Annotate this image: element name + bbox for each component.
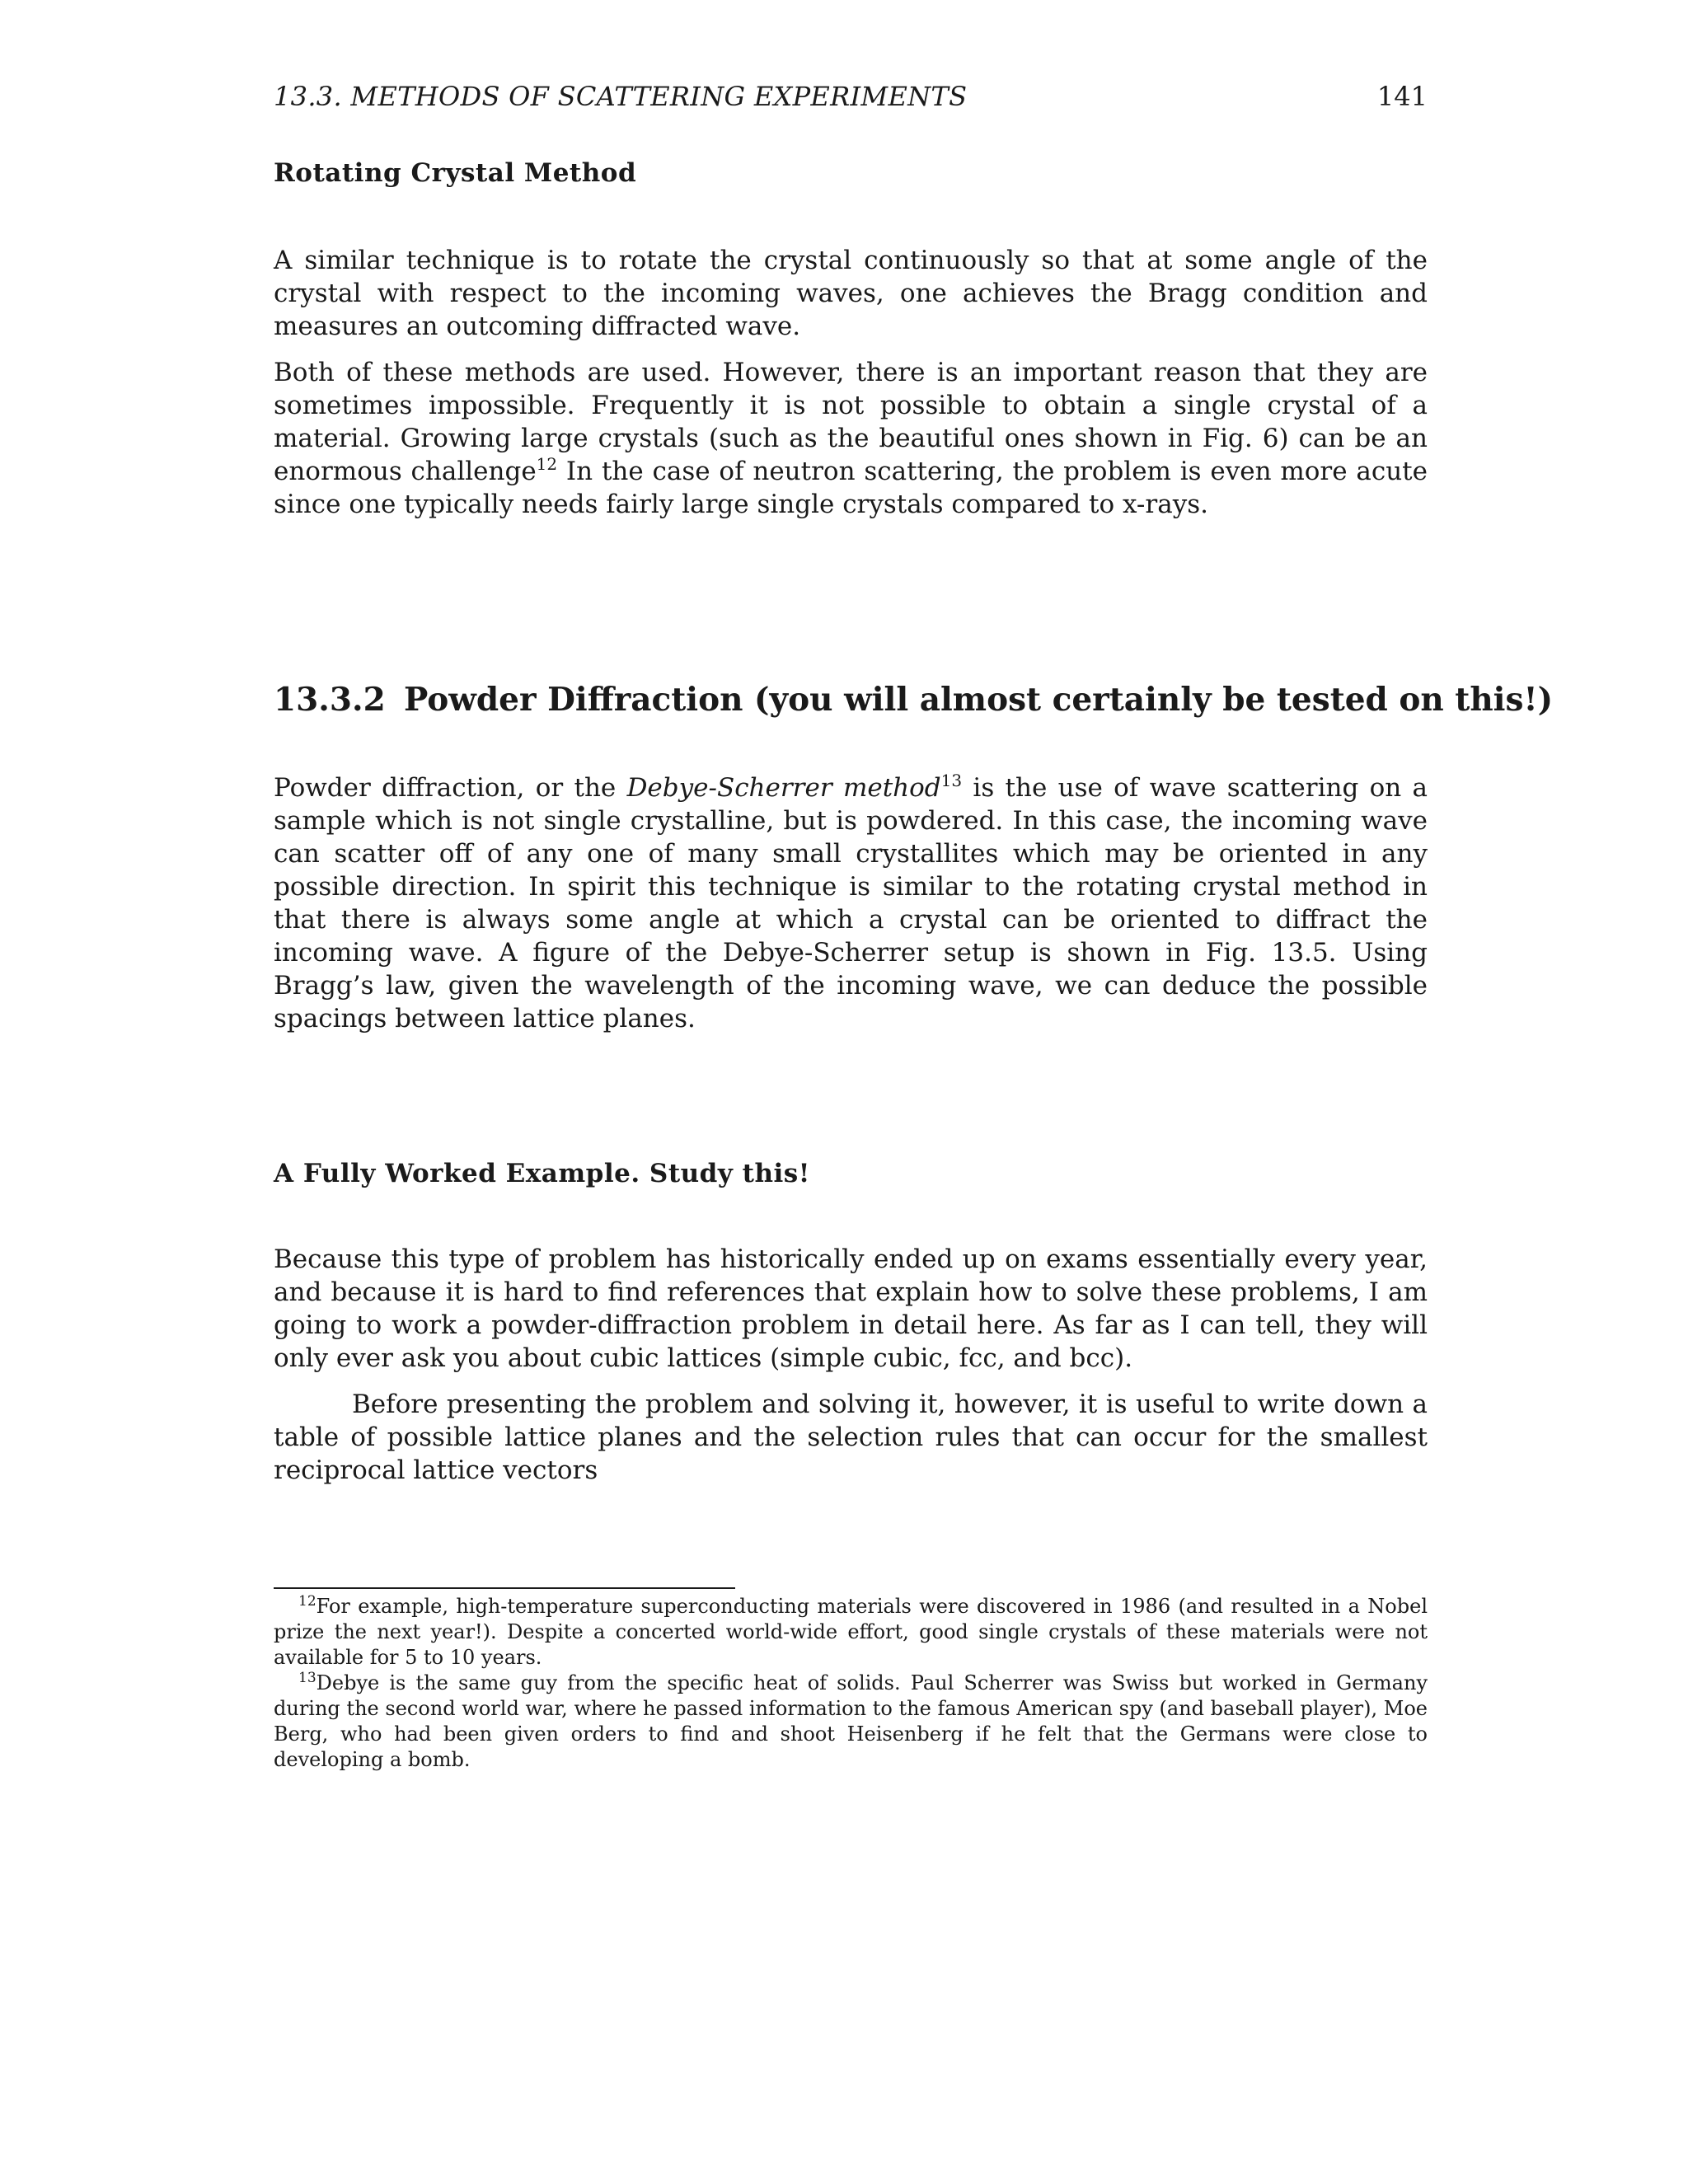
rotating-crystal-text (274, 244, 1428, 521)
running-header-title: 13.3. METHODS OF SCATTERING EXPERIMENTS (274, 81, 968, 112)
powder-diffraction-text (274, 771, 1428, 1035)
powder-diffraction-paragraph (274, 771, 1428, 1035)
paragraph-text: Powder diffraction, or the (274, 773, 627, 803)
rotating-crystal-paragraph-1: A similar technique is to rotate the crystal continuously so that at some angle of the crystal with respect to the incoming waves, one achieves the Bragg condition and measures an outcoming diffracted wave. (274, 246, 1428, 341)
footnote-mark: 12 (298, 1593, 316, 1610)
footnote-12 (274, 1594, 1428, 1671)
section-title: Powder Diffraction (you will almost certainly be tested on this!) (404, 681, 1554, 719)
running-header (274, 81, 1428, 112)
worked-example-paragraph-2: Before presenting the problem and solving it, however, it is useful to write down a table of possible lattice planes and the selection rules that can occur for the smallest reciprocal lattice vectors (274, 1390, 1428, 1485)
paragraph-text: In the case of neutron scattering, the problem is even more acute since one typically needs fairly large single crystals compared to x-rays. (274, 457, 1428, 519)
section-heading-powder-diffraction (274, 681, 1554, 719)
footnote-ref-12[interactable]: 12 (536, 454, 558, 474)
footnote-mark: 13 (298, 1670, 316, 1686)
debye-scherrer-term: Debye-Scherrer method (626, 773, 941, 803)
paragraph-text: is the use of wave scattering on a sample which is not single crystalline, but is powdered. In this case, the incoming wave can scatter off of any one of many small crystallites which may be oriented in any possible direction. In spirit this technique is similar to the rotating crystal method in that there is always some angle at which a crystal can be oriented to diffract the incoming wave. A figure of the Debye-Scherrer setup is shown in Fig. 13.5. Using Bragg’s law, given the wavelength of the incoming wave, we can deduce the possible spacings between lattice planes. (274, 773, 1428, 1033)
rotating-crystal-heading: Rotating Crystal Method (274, 158, 637, 188)
worked-example-paragraph-1: Because this type of problem has historically ended up on exams essentially every year, and because it is hard to find references that explain how to solve these problems, I am going to work a powder-diffraction problem in detail here. As far as I can tell, they will only ever ask you about cubic lattices (simple cubic, fcc, and bcc). (274, 1244, 1428, 1373)
footnotes (274, 1594, 1428, 1773)
footnote-text: For example, high-temperature superconducting materials were discovered in 1986 (and resulted in a Nobel prize the next year!). Despite a concerted world-wide effort, good single crystals of these materials were not available for 5 to 10 years. (274, 1595, 1428, 1669)
rotating-crystal-paragraph-2 (274, 356, 1428, 521)
footnote-text: Debye is the same guy from the specific heat of solids. Paul Scherrer was Swiss but worked in Germany during the second world war, where he passed information to the famous American spy (and baseball player), Moe Berg, who had been given orders to find and shoot Heisenberg if he felt that the Germans were close to developing a bomb. (274, 1671, 1428, 1771)
footnote-ref-13[interactable]: 13 (940, 771, 963, 790)
footnote-13 (274, 1671, 1428, 1773)
paragraph-text: Both of these methods are used. However, there is an important reason that they are sometimes impossible. Frequently it is not possible to obtain a single crystal of a material. Growing large crystals (such as the beautiful ones shown in Fig. 6) can be an enormous challenge (274, 358, 1428, 486)
worked-example-heading: A Fully Worked Example. Study this! (274, 1159, 810, 1188)
page-number: 141 (1376, 81, 1428, 112)
section-number: 13.3.2 (274, 681, 386, 719)
worked-example-text (274, 1243, 1428, 1487)
footnote-divider (274, 1587, 735, 1589)
